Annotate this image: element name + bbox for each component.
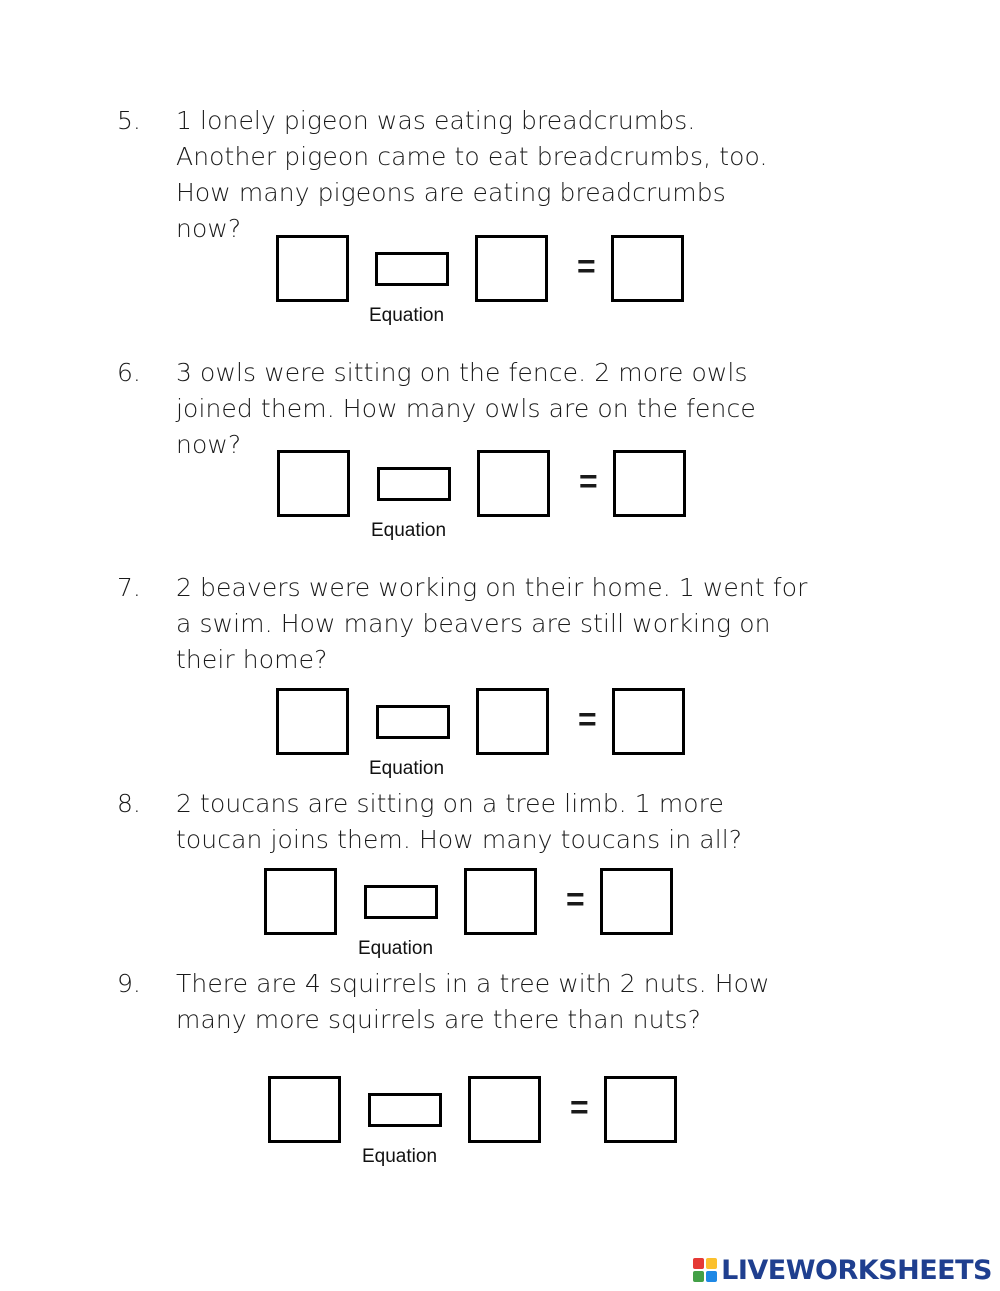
second-number-box[interactable]: [477, 450, 550, 517]
problem-number: 7.: [117, 573, 141, 602]
second-number-box[interactable]: [464, 868, 537, 935]
logo-block: [706, 1271, 717, 1282]
equation-label: Equation: [358, 938, 434, 959]
equation-row-7: [276, 688, 696, 788]
problem-text: [176, 966, 896, 1038]
equation-row-5: [276, 235, 696, 335]
answer-box[interactable]: [613, 450, 686, 517]
liveworksheets-logo[interactable]: [693, 1253, 992, 1287]
problem-text: [176, 786, 896, 858]
equals-sign: =: [578, 701, 597, 737]
second-number-box[interactable]: [476, 688, 549, 755]
problem-text-line: their home?: [176, 645, 328, 674]
problem-text-line: now?: [176, 430, 242, 459]
answer-box[interactable]: [604, 1076, 677, 1143]
equals-sign: =: [577, 248, 596, 284]
operator-box[interactable]: [376, 705, 450, 739]
problem-text-line: There are 4 squirrels in a tree with 2 nuts. How: [176, 969, 770, 998]
answer-box[interactable]: [611, 235, 684, 302]
problem-text: [176, 355, 896, 463]
equals-sign: =: [579, 463, 598, 499]
operator-box[interactable]: [368, 1093, 442, 1127]
problem-text-line: 2 toucans are sitting on a tree limb. 1 more: [176, 789, 724, 818]
equation-row-6: [277, 450, 697, 550]
answer-box[interactable]: [600, 868, 673, 935]
problem-number: 9.: [117, 969, 141, 998]
first-number-box[interactable]: [276, 688, 349, 755]
problem-text-line: 3 owls were sitting on the fence. 2 more owls: [176, 358, 748, 387]
problem-text-line: a swim. How many beavers are still working on: [176, 609, 771, 638]
problem-text-line: Another pigeon came to eat breadcrumbs, too.: [176, 142, 768, 171]
first-number-box[interactable]: [276, 235, 349, 302]
logo-block: [693, 1271, 704, 1282]
first-number-box[interactable]: [264, 868, 337, 935]
equals-sign: =: [570, 1089, 589, 1125]
problem-text-line: 1 lonely pigeon was eating breadcrumbs.: [176, 106, 696, 135]
problem-number: 5.: [117, 106, 141, 135]
equation-row-9: [268, 1076, 688, 1176]
logo-block: [693, 1258, 704, 1269]
equation-label: Equation: [371, 520, 447, 541]
logo-blocks-icon: [693, 1258, 717, 1282]
equation-label: Equation: [362, 1146, 438, 1167]
equals-sign: =: [566, 881, 585, 917]
second-number-box[interactable]: [475, 235, 548, 302]
equation-label: Equation: [369, 305, 445, 326]
problem-text-line: 2 beavers were working on their home. 1 went for: [176, 573, 808, 602]
second-number-box[interactable]: [468, 1076, 541, 1143]
answer-box[interactable]: [612, 688, 685, 755]
equation-label: Equation: [369, 758, 445, 779]
problem-text: [176, 103, 896, 247]
equation-row-8: [264, 868, 684, 968]
problem-text-line: How many pigeons are eating breadcrumbs: [176, 178, 726, 207]
problem-text: [176, 570, 896, 678]
operator-box[interactable]: [364, 885, 438, 919]
problem-number: 8.: [117, 789, 141, 818]
problem-text-line: joined them. How many owls are on the fence: [176, 394, 756, 423]
problem-text-line: toucan joins them. How many toucans in all?: [176, 825, 743, 854]
problem-number: 6.: [117, 358, 141, 387]
problem-text-line: many more squirrels are there than nuts?: [176, 1005, 701, 1034]
operator-box[interactable]: [375, 252, 449, 286]
first-number-box[interactable]: [268, 1076, 341, 1143]
logo-block: [706, 1258, 717, 1269]
first-number-box[interactable]: [277, 450, 350, 517]
logo-text: LIVEWORKSHEETS: [721, 1254, 992, 1286]
operator-box[interactable]: [377, 467, 451, 501]
problem-text-line: now?: [176, 214, 242, 243]
